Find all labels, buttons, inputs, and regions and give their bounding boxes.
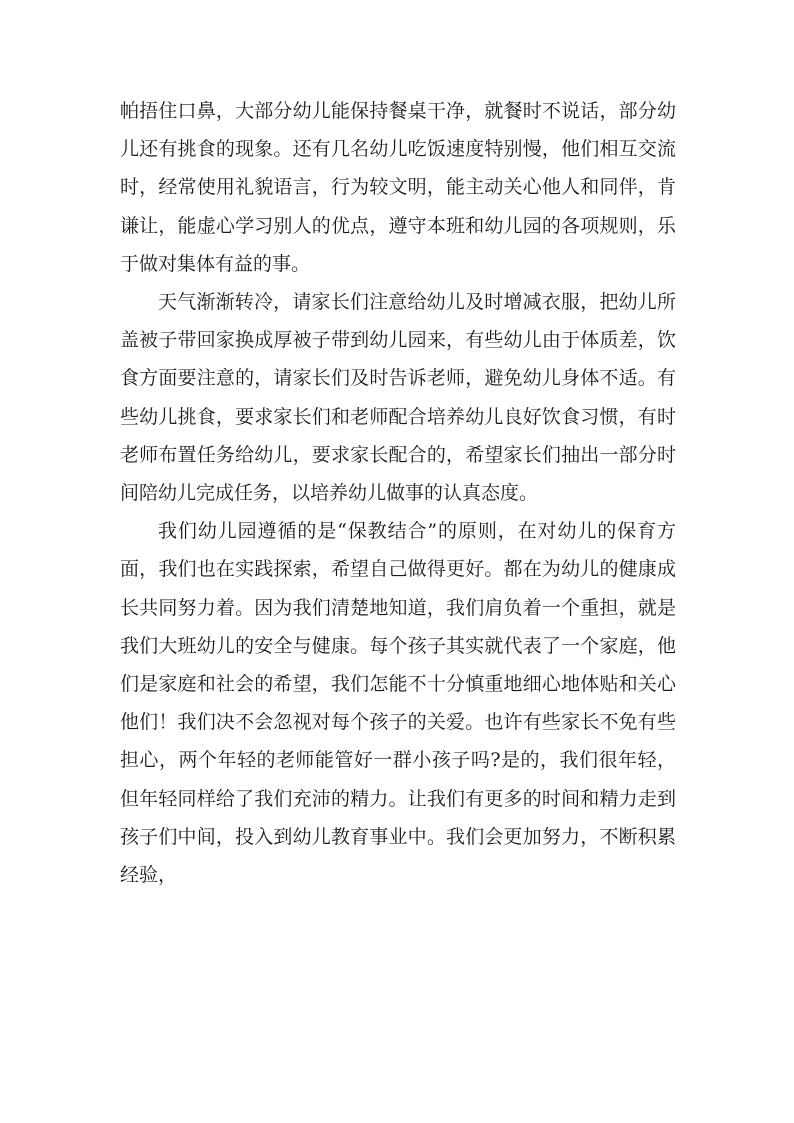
document-body [120,92,676,894]
paragraph-2: 天气渐渐转冷，请家长们注意给幼儿及时增减衣服，把幼儿所盖被子带回家换成厚被子带到幼儿园来，有些幼儿由于体质差，饮食方面要注意的，请家长们及时告诉老师，避免幼儿身体不适。有些幼儿挑食，要求家长们和老师配合培养幼儿良好饮食习惯，有时老师布置任务给幼儿，要求家长配合的，希望家长们抽出一部分时间陪幼儿完成任务，以培养幼儿做事的认真态度。 [120,291,676,505]
paragraph-1: 帕捂住口鼻，大部分幼儿能保持餐桌干净，就餐时不说话，部分幼儿还有挑食的现象。还有几名幼儿吃饭速度特别慢，他们相互交流时，经常使用礼貌语言，行为较文明，能主动关心他人和同伴，肯谦让，能虚心学习别人的优点，遵守本班和幼儿园的各项规则，乐于做对集体有益的事。 [120,100,676,275]
paragraph-3: 我们幼儿园遵循的是“保教结合”的原则，在对幼儿的保育方面，我们也在实践探索，希望自己做得更好。都在为幼儿的健康成长共同努力着。因为我们清楚地知道，我们肩负着一个重担，就是我们大班幼儿的安全与健康。每个孩子其实就代表了一个家庭，他们是家庭和社会的希望，我们怎能不十分慎重地细心地体贴和关心他们！我们决不会忽视对每个孩子的关爱。也许有些家长不免有些担心，两个年轻的老师能管好一群小孩子吗?是的，我们很年轻，但年轻同样给了我们充沛的精力。让我们有更多的时间和精力走到孩子们中间，投入到幼儿教育事业中。我们会更加努力，不断积累经验， [120,520,676,887]
